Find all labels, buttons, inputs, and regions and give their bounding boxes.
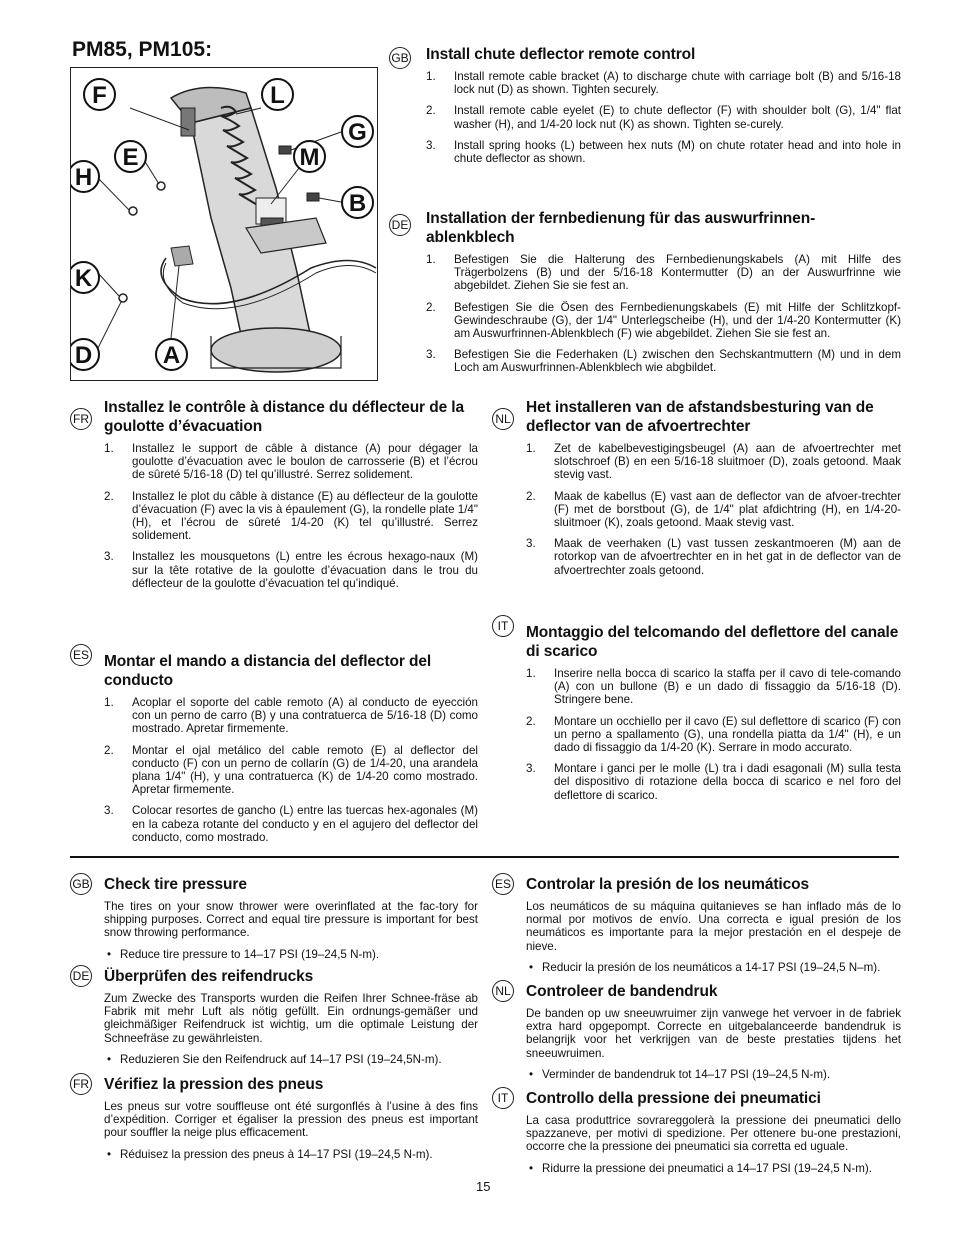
section-title: Montar el mando a distancia del deflector del conducto [104,653,432,689]
step-item: 1. Befestigen Sie die Halterung des Fernbedienungskabels (A) mit Hilfe des Trägerbolzens (B) und der 5/16-18 Kontermutter (D) an der Auswurfrinne wie abgebildet. Ziehen Sie sie fest an. [426,253,901,293]
section-body: La casa produttrice sovrareggolerà la pressione dei pneumatici dello spazzaneve, per motivi di spedizione. Per ottenere bu-one prestazioni, occorre che la pressione dei pneumatici sia corretta ed uguale. [526,1114,901,1154]
step-item: 3. Montare i ganci per le molle (L) tra i dadi esagonali (M) sulla testa del dispositivo di rotazione della bocca di scarico e nel foro del deflettore di scarico. [526,762,901,802]
section-body: Les pneus sur votre souffleuse ont été surgonflés à l’usine à des fins d’expédition. Corriger et égaliser la pression des pneus est important pour souffler la neige plus efficacement. [104,1100,478,1140]
language-badge-gb: GB [389,47,411,69]
step-item: 2. Montare un occhiello per il cavo (E) sul deflettore di scarico (F) con un perno a spallamento (G), una rondella piatta da 1/4" (H), e un dado di fissaggio da 1/4-20 (K). Serrare in modo accurato. [526,714,901,755]
bullet-item: • Réduisez la pression des pneus à 14–17 PSI (19–24,5 N-m). [107,1147,433,1161]
chute-deflector-diagram [70,67,378,381]
language-badge-fr: FR [70,408,92,430]
section-fr-chute-install [74,398,478,598]
step-item: 1. Acoplar el soporte del cable remoto (A) al conducto de eyección con un perno de carro (B) y una contratuerca de 5/16-18 (D) como mostrado. Apretar firmemente. [104,696,478,736]
bullet-item: • Verminder de bandendruk tot 14–17 PSI (19–24,5 N-m). [529,1067,831,1081]
model-title: PM85, PM105: [72,38,213,61]
section-title: Vérifiez la pression des pneus [104,1076,324,1093]
callout-e: E [114,140,147,173]
section-nl-tire-pressure [496,982,901,1081]
language-badge-fr: FR [70,1073,92,1095]
section-title: Install chute deflector remote control [426,46,696,63]
step-item: 2. Befestigen Sie die Ösen des Fernbedienungskabels (E) mit Hilfe der Schlitzkopf-Gewindeschraube (G), der 1/4" Unterlegscheibe (H), und der 1/4-20 Kontermutter (K) am Auswurfrinnen-Ablenkblech (F) wie abgebildet. Ziehen Sie sie fest an. [426,300,901,341]
bullet-item: • Reduzieren Sie den Reifendruck auf 14–17 PSI (19–24,5N-m). [107,1052,442,1066]
section-body: De banden op uw sneeuwruimer zijn vanwege het vervoer in de fabriek extra hard opgepompt. Correcte en uitgebalanceerde bandendruk is belangrijk voor het verkrijgen van de beste prestaties tijdens het sneeuwruimen. [526,1007,901,1060]
language-badge-de: DE [70,965,92,987]
step-item: 3. Maak de veerhaken (L) vast tussen zeskantmoeren (M) aan de rotorkop van de afvoertrechter en in het gat in de deflector van de afvoertrechter zoals getoond. [526,537,901,577]
section-nl-chute-install [496,398,901,585]
step-item: 3. Befestigen Sie die Federhaken (L) zwischen den Sechskantmuttern (M) und in dem Loch am Auswurfrinnen-Ablenkblech wie abgbildet. [426,348,901,375]
step-item: 2. Maak de kabellus (E) vast aan de deflector van de afvoer-trechter (F) met de borstbout (G), de 1/4" plat afdichtring (H), en 1/4-20-sluitmoer (K), zoals getoond. Maak stevig vast. [526,489,901,530]
callout-d: D [70,338,100,371]
step-item: 2. Install remote cable eyelet (E) to chute deflector (F) with shoulder bolt (G), 1/4" flat washer (H), and 1/4-20 lock nut (K) as shown. Tighten se-curely. [426,104,901,131]
bullet-item: • Reducir la presión de los neumáticos a 14-17 PSI (19–24,5 N–m). [529,960,881,974]
language-badge-it: IT [492,1087,514,1109]
step-item: 3. Colocar resortes de gancho (L) entre las tuercas hex-agonales (M) en la cabeza rotante del conducto y en el agujero del deflector del conducto, como mostrado. [104,804,478,844]
section-title: Check tire pressure [104,876,247,893]
section-de-tire-pressure [74,967,478,1066]
page-number: 15 [476,1179,491,1194]
step-item: 3. Installez les mousquetons (L) entre les écrous hexago-naux (M) sur la tête rotative de la goulotte d’évacuation dans le trou du déflecteur de la goulotte d’évacuation tel qu’indiqué. [104,550,478,590]
section-body: The tires on your snow thrower were overinflated at the fac-tory for shipping purposes. Correct and equal tire pressure is important for best snow throwing performance. [104,900,478,940]
section-divider [70,856,899,858]
language-badge-es: ES [492,873,514,895]
section-es-chute-install [72,648,478,852]
callout-b: B [341,186,374,219]
section-body: Zum Zwecke des Transports wurden die Reifen Ihrer Schnee-fräse ab Fabrik mit mehr Luft als nötig gefüllt. Ein ordnungs-gemäßer und gleichmäßiger Reifendruck ist wichtig, um die optimale Leistung der Schneefräse zu gewährleisten. [104,992,478,1045]
chute-deflector-illustration [71,68,378,381]
bullet-item: • Reduce tire pressure to 14–17 PSI (19–24,5 N-m). [107,947,380,961]
section-title: Installation der fernbedienung für das auswurfrinnen-ablenkblech [426,210,816,246]
section-gb-chute-install [391,45,901,173]
section-fr-tire-pressure [74,1075,478,1161]
section-it-tire-pressure [496,1089,901,1175]
section-title: Überprüfen des reifendrucks [104,968,314,985]
step-item: 1. Inserire nella bocca di scarico la staffa per il cavo di tele-comando (A) con un bullone (B) e un dado di fissaggio da 5/16-18 (D). Stringere bene. [526,667,901,707]
section-title: Installez le contrôle à distance du déflecteur de la goulotte d’évacuation [104,399,465,435]
callout-a: A [155,338,188,371]
step-item: 2. Installez le plot du câble à distance (E) au déflecteur de la goulotte d’évacuation (F) avec la vis à épaulement (G), la rondelle plate 1/4" (H), et l’écrou de sûreté 1/4-20 (K) tel qu’illustré. Serrez solidement. [104,489,478,543]
callout-g: G [341,115,374,148]
callout-k: K [70,261,100,294]
section-title: Controllo della pressione dei pneumatici [526,1090,821,1107]
step-item: 1. Zet de kabelbevestigingsbeugel (A) aan de afvoertrechter met slotschroef (B) en een 5/16-18 sluitmoer (D), zoals getoond. Maak stevig vast. [526,442,901,482]
step-item: 2. Montar el ojal metálico del cable remoto (E) al deflector del conducto (F) con un perno de collarín (G) de 1/4-20, una arandela plana 1/4" (H), y una contratuerca (K) de 1/4-20 como mostrado. Apretar firmemente. [104,743,478,797]
language-badge-de: DE [389,214,411,236]
section-title: Montaggio del telcomando del deflettore del canale di scarico [526,624,899,660]
callout-l: L [261,78,294,111]
language-badge-it: IT [492,615,514,637]
language-badge-nl: NL [492,980,514,1002]
language-badge-es: ES [70,644,92,666]
step-item: 1. Install remote cable bracket (A) to discharge chute with carriage bolt (B) and 5/16-18 lock nut (D) as shown. Tighten securely. [426,70,901,97]
bullet-item: • Ridurre la pressione dei pneumatici a 14–17 PSI (19–24,5 N-m). [529,1161,872,1175]
language-badge-nl: NL [492,408,514,430]
callout-h: H [70,160,100,193]
section-gb-tire-pressure [74,875,478,961]
section-it-chute-install [496,619,901,810]
section-title: Controlar la presión de los neumáticos [526,876,810,893]
callout-f: F [83,78,116,111]
section-de-chute-install [391,209,901,383]
language-badge-gb: GB [70,873,92,895]
callout-m: M [293,140,326,173]
step-item: 3. Install spring hooks (L) between hex nuts (M) on chute rotater head and into hole in chute deflector as shown. [426,138,901,166]
section-body: Los neumáticos de su máquina quitanieves se han inflado más de lo normal por motivos de envío. Una correcta e igual presión de los neumáticos es importante para la mejor prestación en el despeje de nieve. [526,900,901,953]
section-title: Controleer de bandendruk [526,983,718,1000]
section-es-tire-pressure [496,875,901,974]
step-item: 1. Installez le support de câble à distance (A) pour dégager la goulotte d’évacuation avec le boulon de carrosserie (B) et l’écrou de sûreté 5/16-18 (D) tel qu’illustré. Serrez solidement. [104,442,478,482]
section-title: Het installeren van de afstandsbesturing van de deflector van de afvoertrechter [526,399,874,435]
